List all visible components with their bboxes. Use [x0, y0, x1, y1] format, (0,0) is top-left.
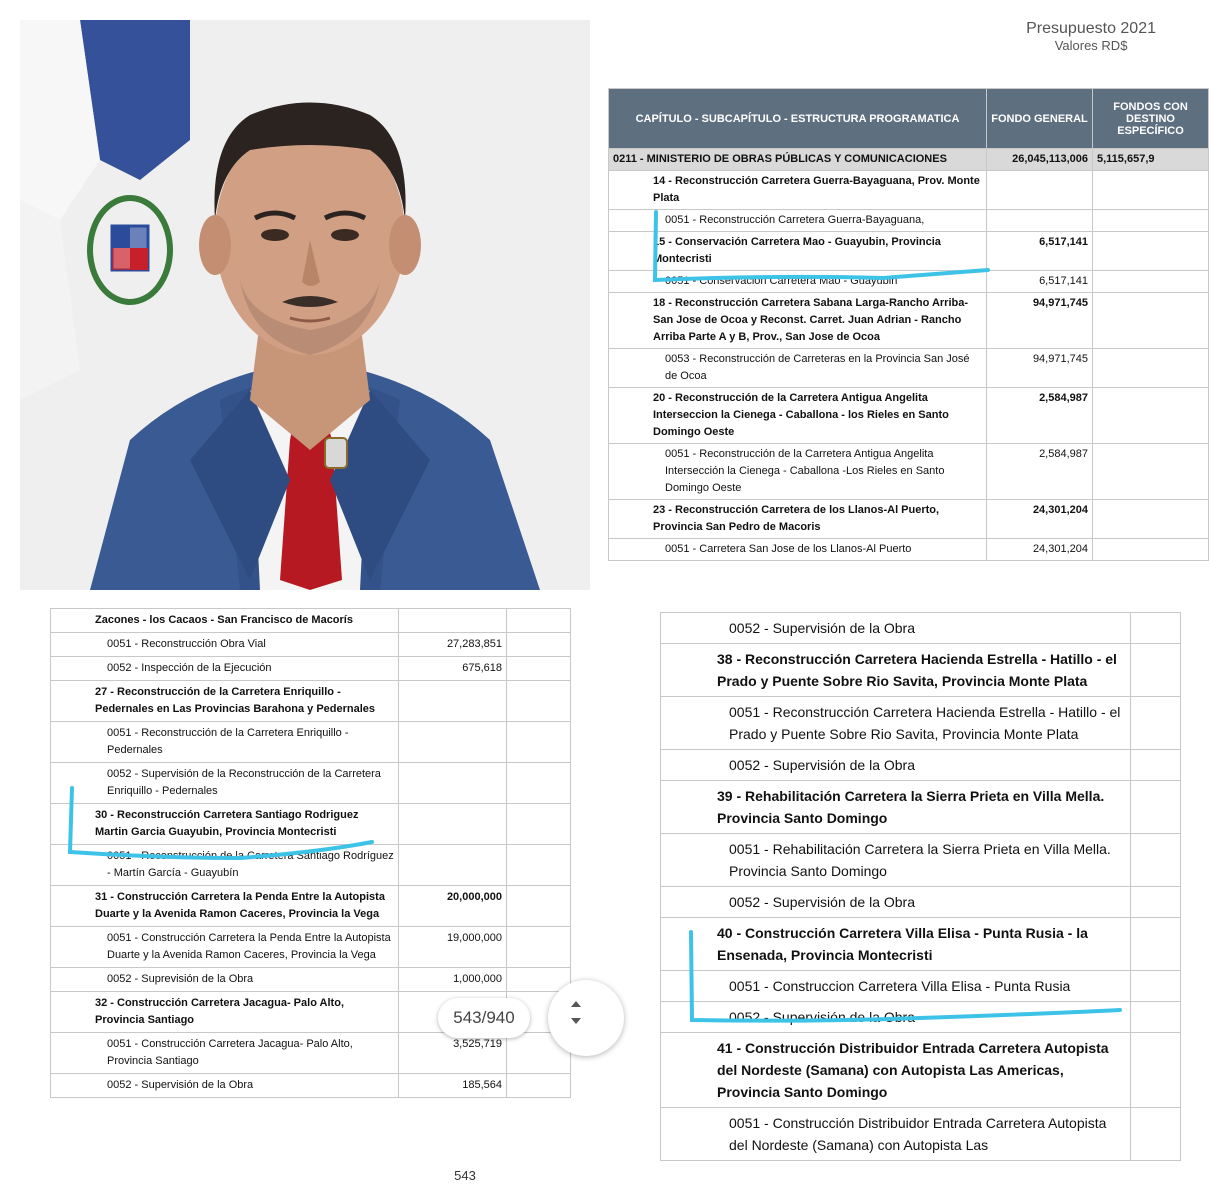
row-description: 0052 - Supervisión de la Reconstrucción de la Carretera Enriquillo - Pedernales [51, 763, 399, 804]
portrait-photo [20, 20, 590, 590]
row-description: 0052 - Supervisión de la Obra [51, 1074, 399, 1098]
row-description: 0051 - Reconstrucción Carretera Guerra-Bayaguana, [609, 210, 987, 232]
row-description: 0051 - Conservacion Carretera Mao - Guayubin [609, 271, 987, 293]
row-description: 0051 - Reconstrucción Obra Vial [51, 633, 399, 657]
row-description: 0051 - Construcción Carretera Jacagua- Palo Alto, Provincia Santiago [51, 1033, 399, 1074]
row-value: 20,000,000 [399, 886, 507, 927]
row-description: 18 - Reconstrucción Carretera Sabana Larga-Rancho Arriba-San Jose de Ocoa y Reconst. Carret. Juan Adrian - Rancho Arriba Parte A y B, Prov., San Jose de Ocoa [609, 293, 987, 349]
annotation-underline [70, 788, 372, 858]
budget-subtitle: Valores RD$ [1054, 38, 1128, 53]
row-value: 94,971,745 [987, 293, 1093, 349]
row-value: 3,525,719 [399, 1033, 507, 1074]
row-value: 19,000,000 [399, 927, 507, 968]
row-description: 0051 - Construcción Carretera la Penda Entre la Autopista Duarte y la Avenida Ramon Caceres, Provincia la Vega [51, 927, 399, 968]
header-estructura: CAPÍTULO - SUBCAPÍTULO - ESTRUCTURA PROGRAMATICA [609, 89, 987, 149]
row-description: 0052 - Supervisión de la Obra [661, 613, 1131, 644]
row-description: Zacones - los Cacaos - San Francisco de Macorís [51, 609, 399, 633]
row-value: 6,517,141 [987, 232, 1093, 271]
row-description: 0051 - Reconstrucción de la Carretera Antigua Angelita Intersección la Cienega - Caballona -Los Rieles en Santo Domingo Oeste [609, 444, 987, 500]
row-description: 23 - Reconstrucción Carretera de los Llanos-Al Puerto, Provincia San Pedro de Macoris [609, 500, 987, 539]
row-description: 0051 - Reconstrucción Carretera Hacienda Estrella - Hatillo - el Prado y Puente Sobre Rio Savita, Provincia Monte Plata [661, 697, 1131, 750]
budget-page-bottom-left [20, 600, 590, 1180]
row-value: 1,000,000 [399, 968, 507, 992]
row-description: 0052 - Supervisión de la Obra [661, 750, 1131, 781]
header-fondo-general: FONDO GENERAL [987, 89, 1093, 149]
row-description: 40 - Construcción Carretera Villa Elisa - Punta Rusia - la Ensenada, Provincia Montecristi [661, 918, 1131, 971]
row-description: 30 - Reconstrucción Carretera Santiago Rodriguez Martin Garcia Guayubin, Provincia Montecristi [51, 804, 399, 845]
row-value: 185,564 [399, 1074, 507, 1098]
row-value: 6,517,141 [987, 271, 1093, 293]
ministry-fondo: 26,045,113,006 [987, 149, 1093, 171]
row-description: 38 - Reconstrucción Carretera Hacienda Estrella - Hatillo - el Prado y Puente Sobre Rio Savita, Provincia Monte Plata [661, 644, 1131, 697]
portrait-illustration [20, 20, 590, 590]
row-description: 32 - Construcción Carretera Jacagua- Palo Alto, Provincia Santiago [51, 992, 399, 1033]
ministry-label: 0211 - MINISTERIO DE OBRAS PÚBLICAS Y COMUNICACIONES [609, 149, 987, 171]
row-description: 27 - Reconstrucción de la Carretera Enriquillo - Pedernales en Las Provincias Barahona y Pedernales [51, 681, 399, 722]
row-value: 2,584,987 [987, 444, 1093, 500]
page-number: 543 [454, 1168, 476, 1183]
up-down-arrows-icon [548, 980, 624, 1056]
annotation-marks-bottom-left [20, 600, 590, 1180]
budget-title: Presupuesto 2021 [1026, 20, 1156, 37]
page-counter: 543/940 [438, 998, 530, 1038]
header-fondos-destino: FONDOS CON DESTINO ESPECÍFICO [1093, 89, 1209, 149]
row-value: 2,584,987 [987, 388, 1093, 444]
row-description: 14 - Reconstrucción Carretera Guerra-Bayaguana, Prov. Monte Plata [609, 171, 987, 210]
row-description: 0051 - Rehabilitación Carretera la Sierra Prieta en Villa Mella. Provincia Santo Domingo [661, 834, 1131, 887]
row-description: 0051 - Carretera San Jose de los Llanos-Al Puerto [609, 539, 987, 561]
row-description: 0053 - Reconstrucción de Carreteras en la Provincia San José de Ocoa [609, 349, 987, 388]
row-description: 15 - Conservación Carretera Mao - Guayubin, Provincia Montecristi [609, 232, 987, 271]
annotation-marks-top-right [608, 0, 1178, 590]
row-description: 20 - Reconstrucción de la Carretera Antigua Angelita Interseccion la Cienega - Caballona - los Rieles en Santo Domingo Oeste [609, 388, 987, 444]
row-description: 0051 - Reconstrucción de la Carretera Santiago Rodríguez - Martín García - Guayubín [51, 845, 399, 886]
row-description: 0052 - Supervisión de la Obra [661, 887, 1131, 918]
row-description: 41 - Construcción Distribuidor Entrada Carretera Autopista del Nordeste (Samana) con Autopista Las Americas, Provincia Santo Domingo [661, 1033, 1131, 1108]
annotation-underline [655, 212, 988, 280]
ministry-destino: 5,115,657,9 [1093, 149, 1209, 171]
row-value: 24,301,204 [987, 539, 1093, 561]
budget-page-bottom-right [660, 600, 1178, 1180]
row-description: 0051 - Construcción Distribuidor Entrada Carretera Autopista del Nordeste (Samana) con Autopista Las [661, 1108, 1131, 1161]
row-description: 0051 - Reconstrucción de la Carretera Enriquillo - Pedernales [51, 722, 399, 763]
row-description: 0051 - Construccion Carretera Villa Elisa - Punta Rusia [661, 971, 1131, 1002]
scroll-button[interactable] [548, 980, 624, 1056]
row-value: 27,283,851 [399, 633, 507, 657]
row-description: 31 - Construcción Carretera la Penda Entre la Autopista Duarte y la Avenida Ramon Caceres, Provincia la Vega [51, 886, 399, 927]
row-description: 0052 - Supervisión de la Obra [661, 1002, 1131, 1033]
row-description: 39 - Rehabilitación Carretera la Sierra Prieta en Villa Mella. Provincia Santo Domingo [661, 781, 1131, 834]
row-value: 24,301,204 [987, 500, 1093, 539]
row-description: 0052 - Inspección de la Ejecución [51, 657, 399, 681]
annotation-marks-bottom-right [660, 600, 1178, 1180]
row-value: 675,618 [399, 657, 507, 681]
annotation-underline [691, 932, 1120, 1021]
row-description: 0052 - Suprevisión de la Obra [51, 968, 399, 992]
budget-page-top-right [608, 0, 1188, 590]
row-value: 94,971,745 [987, 349, 1093, 388]
